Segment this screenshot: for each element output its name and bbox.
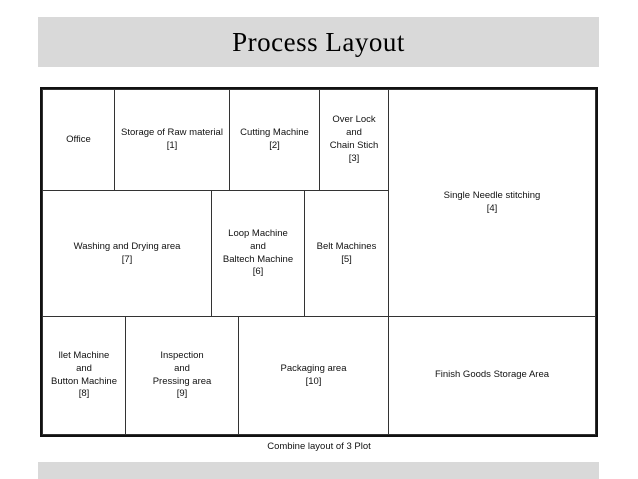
room-storage-raw-material	[114, 89, 230, 191]
room-loop-baltech-machine	[211, 190, 305, 317]
room-inspection-pressing	[125, 316, 239, 435]
room-label: Finish Goods Storage Area	[434, 369, 550, 381]
room-packaging-area	[238, 316, 389, 435]
room-label: Baltech Machine	[222, 253, 294, 265]
room-label: Belt Machines	[316, 240, 377, 252]
room-label: Cutting Machine	[240, 127, 309, 139]
room-number: [7]	[121, 253, 133, 265]
room-number: [5]	[341, 253, 352, 265]
room-overlock-chain-stitch	[319, 89, 389, 191]
room-washing-drying	[42, 190, 212, 317]
layout-caption: Combine layout of 3 Plot	[267, 441, 371, 452]
room-label: Washing and Drying area	[73, 240, 181, 252]
room-number: [1]	[166, 140, 178, 151]
layout-plan	[40, 87, 598, 437]
room-label: Button Machine	[50, 375, 117, 387]
room-label: Loop Machine	[228, 227, 288, 239]
room-label: Office	[66, 133, 91, 145]
room-illet-button-machine	[42, 316, 126, 435]
room-office	[42, 89, 115, 191]
room-number: [2]	[269, 140, 280, 151]
room-label: Storage of Raw material	[121, 127, 223, 139]
room-label: Inspection	[160, 349, 204, 361]
room-label: and	[250, 240, 266, 252]
room-number: [4]	[486, 203, 498, 214]
room-label: Over Lock	[332, 114, 376, 126]
room-number: [8]	[78, 388, 90, 400]
room-number: [10]	[305, 375, 322, 387]
room-label: and	[346, 127, 362, 139]
room-label: Single Needle stitching	[443, 190, 541, 202]
room-label: Chain Stich	[329, 140, 379, 151]
room-belt-machines	[304, 190, 389, 317]
room-label: Pressing area	[152, 375, 212, 387]
room-number: [9]	[176, 388, 188, 400]
room-label: and	[174, 362, 190, 374]
title-bar	[38, 17, 599, 67]
room-number: [3]	[348, 152, 360, 164]
footer-bar	[38, 462, 599, 479]
room-cutting-machine	[229, 89, 320, 191]
slide-title: Process Layout	[232, 26, 405, 57]
room-finish-goods-storage	[388, 316, 596, 435]
room-label: llet Machine	[58, 349, 110, 361]
room-label: and	[76, 362, 92, 374]
room-number: [6]	[252, 266, 264, 278]
room-single-needle-stitching	[388, 89, 596, 317]
room-label: Packaging area	[280, 362, 347, 374]
